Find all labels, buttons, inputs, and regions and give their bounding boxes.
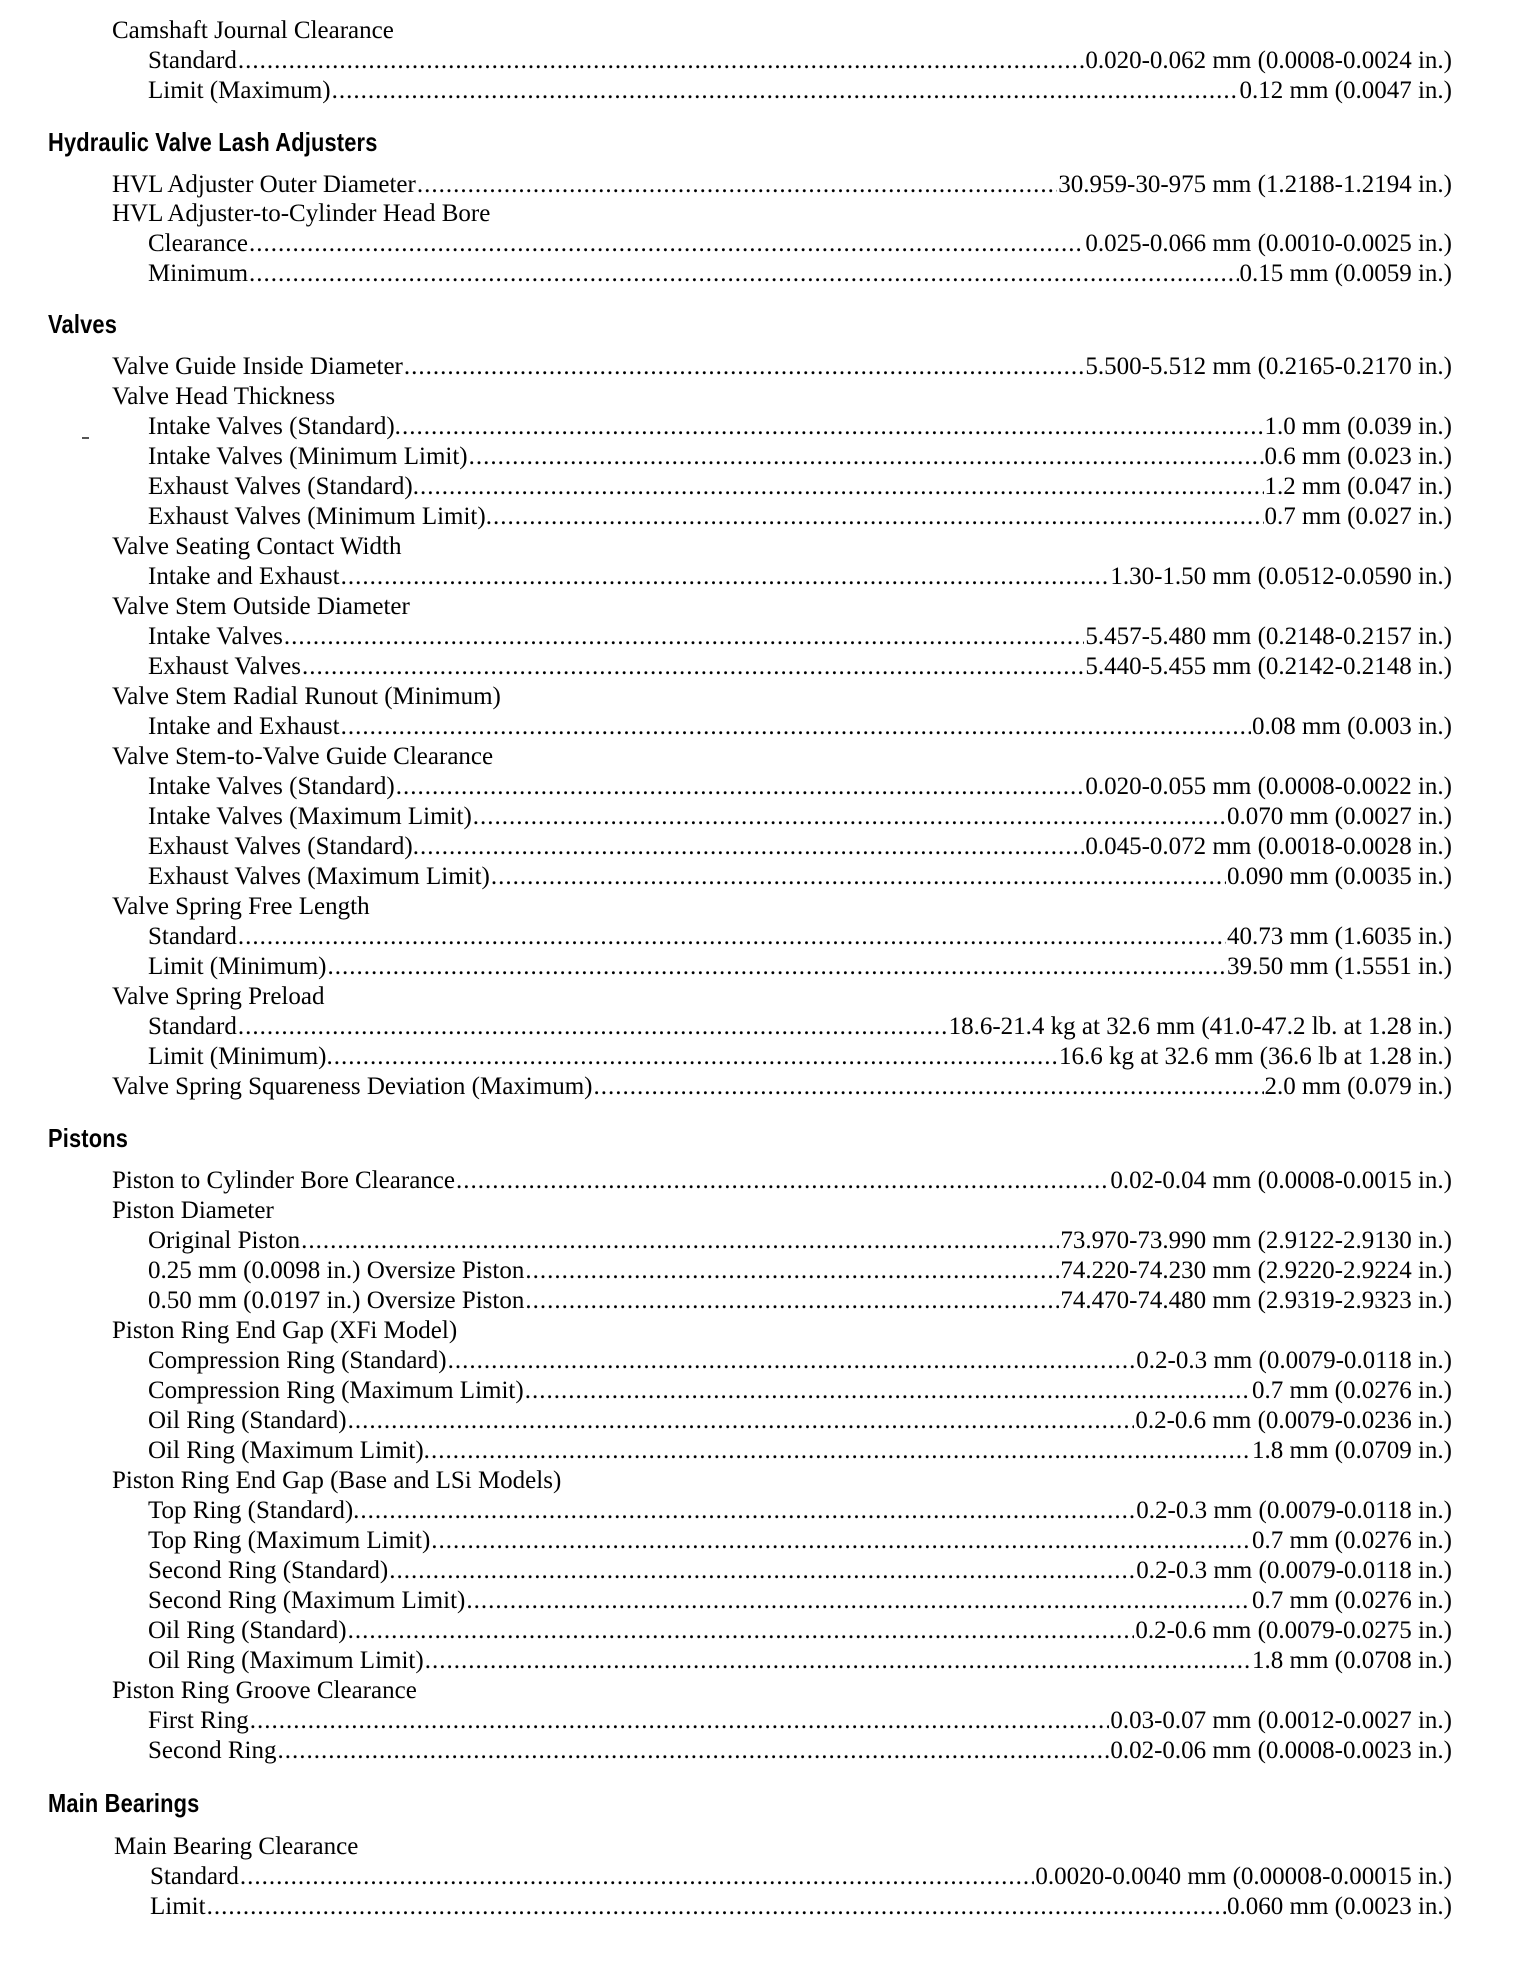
spec-label: Standard: [148, 923, 237, 950]
spec-row: [148, 1286, 1452, 1316]
dot-leader: [250, 1706, 1110, 1736]
dot-leader: [341, 562, 1110, 592]
spec-heading-seat-width: [112, 532, 401, 562]
spec-heading-main-bearing-clearance: [114, 1832, 358, 1862]
spec-label: Second Ring: [148, 1737, 277, 1764]
spec-heading-camshaft-journal: [112, 16, 394, 46]
spec-label: Oil Ring (Standard): [148, 1407, 347, 1434]
dot-leader: [466, 1586, 1251, 1616]
spec-row: [148, 712, 1452, 742]
spec-label: Piston to Cylinder Bore Clearance: [112, 1167, 455, 1194]
spec-row: [148, 1706, 1452, 1736]
spec-row: [112, 352, 1452, 382]
spec-label: Standard: [150, 1863, 239, 1890]
spec-row: [148, 1012, 1452, 1042]
spec-heading-label: Valve Seating Contact Width: [112, 533, 402, 560]
spec-value: 0.060 mm (0.0023 in.): [1227, 1893, 1452, 1920]
spec-value: 74.470-74.480 mm (2.9319-2.9323 in.): [1060, 1287, 1452, 1314]
spec-label: 0.50 mm (0.0197 in.) Oversize Piston: [148, 1287, 525, 1314]
spec-row: [148, 1526, 1452, 1556]
spec-label: Clearance: [148, 230, 248, 257]
spec-heading-hvl-bore: [112, 199, 490, 229]
spec-row: [148, 1376, 1452, 1406]
spec-label: Intake Valves (Minimum Limit): [148, 443, 468, 470]
spec-label: 0.25 mm (0.0098 in.) Oversize Piston: [148, 1257, 525, 1284]
spec-row: [148, 1616, 1452, 1646]
spec-heading-label: Main Bearing Clearance: [114, 1833, 359, 1860]
dot-leader: [491, 862, 1226, 892]
dot-leader: [525, 1256, 1059, 1286]
spec-label: First Ring: [148, 1707, 249, 1734]
spec-label: Exhaust Valves (Minimum Limit).: [148, 503, 492, 530]
spec-value: 0.03-0.07 mm (0.0012-0.0027 in.): [1110, 1707, 1452, 1734]
spec-value: 0.2-0.6 mm (0.0079-0.0275 in.): [1135, 1617, 1452, 1644]
dot-leader: [249, 259, 1238, 289]
spec-row: [148, 1646, 1452, 1676]
spec-label: Limit (Minimum).: [148, 1043, 333, 1070]
dot-leader: [456, 1166, 1109, 1196]
section-title-hvl: Hydraulic Valve Lash Adjusters: [48, 127, 378, 157]
dot-leader: [425, 1646, 1251, 1676]
spec-label: Oil Ring (Standard): [148, 1617, 347, 1644]
dot-leader: [473, 802, 1226, 832]
spec-heading-label: Piston Ring Groove Clearance: [112, 1677, 417, 1704]
dot-leader: [332, 76, 1239, 106]
spec-row: [148, 1406, 1452, 1436]
spec-row: [112, 170, 1452, 200]
spec-value: 1.8 mm (0.0708 in.): [1252, 1647, 1452, 1674]
spec-value: 0.020-0.055 mm (0.0008-0.0022 in.): [1085, 773, 1452, 800]
dot-leader: [389, 1556, 1135, 1586]
spec-row: [148, 832, 1452, 862]
dot-leader: [417, 170, 1057, 200]
dot-leader: [277, 1736, 1109, 1766]
dot-leader: [334, 1042, 1058, 1072]
spec-heading-piston-diameter: [112, 1196, 274, 1226]
spec-label: Limit (Minimum): [148, 953, 327, 980]
spec-label: Exhaust Valves (Standard).: [148, 833, 420, 860]
dot-leader: [238, 922, 1226, 952]
spec-heading-valve-head: [112, 382, 335, 412]
spec-heading-label: Piston Ring End Gap (Base and LSi Models): [112, 1467, 562, 1494]
spec-row: [148, 652, 1452, 682]
spec-heading-label: Camshaft Journal Clearance: [112, 17, 394, 44]
spec-heading-label: Valve Stem-to-Valve Guide Clearance: [112, 743, 494, 770]
spec-value: 1.2 mm (0.047 in.): [1264, 473, 1452, 500]
spec-value: 0.7 mm (0.0276 in.): [1252, 1527, 1452, 1554]
spec-heading-label: Valve Stem Outside Diameter: [112, 593, 410, 620]
spec-label: Compression Ring (Maximum Limit): [148, 1377, 524, 1404]
dot-leader: [420, 832, 1084, 862]
dot-leader: [431, 1526, 1251, 1556]
spec-value: 0.025-0.066 mm (0.0010-0.0025 in.): [1085, 230, 1452, 257]
dot-leader: [431, 1436, 1251, 1466]
spec-value: 0.7 mm (0.0276 in.): [1252, 1377, 1452, 1404]
spec-value: 0.6 mm (0.023 in.): [1264, 443, 1452, 470]
spec-heading-label: Piston Diameter: [112, 1197, 274, 1224]
spec-value: 5.500-5.512 mm (0.2165-0.2170 in.): [1085, 353, 1452, 380]
spec-value: 5.457-5.480 mm (0.2148-0.2157 in.): [1085, 623, 1452, 650]
spec-label: Exhaust Valves (Standard).: [148, 473, 420, 500]
spec-label: Intake Valves (Standard): [148, 773, 395, 800]
spec-row: [148, 922, 1452, 952]
spec-label: Intake Valves (Maximum Limit): [148, 803, 472, 830]
dot-leader: [249, 229, 1084, 259]
spec-value: 1.8 mm (0.0709 in.): [1252, 1437, 1452, 1464]
section-title-valves: Valves: [48, 309, 118, 339]
spec-heading-label: Valve Spring Free Length: [112, 893, 370, 920]
spec-label: Standard: [148, 1013, 237, 1040]
dot-leader: [327, 952, 1226, 982]
dot-leader: [525, 1376, 1251, 1406]
spec-value: 0.02-0.04 mm (0.0008-0.0015 in.): [1110, 1167, 1452, 1194]
spec-row: [148, 412, 1452, 442]
spec-heading-label: Valve Stem Radial Runout (Minimum): [112, 683, 501, 710]
spec-label: Top Ring (Maximum Limit): [148, 1527, 431, 1554]
spec-row: [148, 472, 1452, 502]
spec-heading-preload: [112, 982, 324, 1012]
spec-row: [148, 562, 1452, 592]
spec-row: [148, 1346, 1452, 1376]
spec-label: Second Ring (Maximum Limit): [148, 1587, 466, 1614]
spec-value: 0.08 mm (0.003 in.): [1252, 713, 1452, 740]
spec-row: [148, 1556, 1452, 1586]
spec-value: 30.959-30-975 mm (1.2188-1.2194 in.): [1058, 171, 1452, 198]
spec-row: [150, 1892, 1452, 1922]
spec-row: [148, 1586, 1452, 1616]
spec-row: [148, 1226, 1452, 1256]
spec-row: [148, 862, 1452, 892]
dot-leader: [404, 352, 1084, 382]
spec-label: Intake and Exhaust: [148, 563, 340, 590]
spec-label: Valve Guide Inside Diameter: [112, 353, 403, 380]
spec-row: [150, 1862, 1452, 1892]
dot-leader: [302, 652, 1084, 682]
spec-heading-label: Piston Ring End Gap (XFi Model): [112, 1317, 458, 1344]
spec-row: [148, 502, 1452, 532]
spec-label: Intake Valves (Standard).: [148, 413, 401, 440]
spec-row: [148, 802, 1452, 832]
dot-leader: [360, 1496, 1135, 1526]
spec-heading-label: Valve Spring Preload: [112, 983, 325, 1010]
spec-heading-ring-gap-base: [112, 1466, 561, 1496]
dot-leader: [341, 712, 1251, 742]
spec-heading-groove-clearance: [112, 1676, 417, 1706]
spec-value: 0.7 mm (0.027 in.): [1264, 503, 1452, 530]
dot-leader: [238, 1012, 948, 1042]
dot-leader: [301, 1226, 1059, 1256]
spec-row: [148, 622, 1452, 652]
dot-leader: [396, 772, 1085, 802]
dot-leader: [238, 46, 1084, 76]
spec-value: 2.0 mm (0.079 in.): [1264, 1073, 1452, 1100]
spec-label: Original Piston: [148, 1227, 301, 1254]
spec-row: [148, 772, 1452, 802]
dot-leader: [448, 1346, 1136, 1376]
spec-label: Standard: [148, 47, 237, 74]
spec-value: 0.070 mm (0.0027 in.): [1227, 803, 1452, 830]
spec-label: Minimum: [148, 260, 249, 287]
spec-row: [112, 1166, 1452, 1196]
spec-label: HVL Adjuster Outer Diameter: [112, 171, 416, 198]
spec-value: 16.6 kg at 32.6 mm (36.6 lb at 1.28 in.): [1058, 1043, 1452, 1070]
spec-value: 0.2-0.3 mm (0.0079-0.0118 in.): [1136, 1557, 1452, 1584]
spec-value: 0.2-0.6 mm (0.0079-0.0236 in.): [1135, 1407, 1452, 1434]
spec-heading-ring-gap-xfi: [112, 1316, 457, 1346]
spec-row: [148, 76, 1452, 106]
spec-value: 1.0 mm (0.039 in.): [1264, 413, 1452, 440]
spec-label: Compression Ring (Standard): [148, 1347, 447, 1374]
spec-heading-label: Valve Head Thickness: [112, 383, 336, 410]
spec-row: [148, 952, 1452, 982]
dot-leader: [240, 1862, 1034, 1892]
spec-value: 73.970-73.990 mm (2.9122-2.9130 in.): [1060, 1227, 1452, 1254]
spec-value: 18.6-21.4 kg at 32.6 mm (41.0-47.2 lb. at 1.28 in.): [948, 1013, 1452, 1040]
spec-value: 5.440-5.455 mm (0.2142-0.2148 in.): [1085, 653, 1452, 680]
spec-label: Oil Ring (Maximum Limit): [148, 1647, 424, 1674]
spec-value: 0.020-0.062 mm (0.0008-0.0024 in.): [1085, 47, 1452, 74]
spec-label: Top Ring (Standard).: [148, 1497, 360, 1524]
spec-row: [148, 229, 1452, 259]
dot-leader: [348, 1406, 1135, 1436]
spec-label: Intake Valves: [148, 623, 283, 650]
spec-value: 40.73 mm (1.6035 in.): [1227, 923, 1452, 950]
spec-value: 0.045-0.072 mm (0.0018-0.0028 in.): [1085, 833, 1452, 860]
spec-row: [148, 1436, 1452, 1466]
spec-value: 39.50 mm (1.5551 in.): [1227, 953, 1452, 980]
dot-leader: [420, 472, 1263, 502]
dot-leader: [493, 502, 1264, 532]
spec-heading-spring-length: [112, 892, 370, 922]
spec-row: [148, 1496, 1452, 1526]
spec-row: [148, 442, 1452, 472]
dot-leader: [402, 412, 1264, 442]
spec-label: Exhaust Valves (Maximum Limit): [148, 863, 490, 890]
spec-value: 0.090 mm (0.0035 in.): [1227, 863, 1452, 890]
spec-row: [148, 1042, 1452, 1072]
dot-leader: [525, 1286, 1059, 1316]
spec-label: Second Ring (Standard): [148, 1557, 389, 1584]
spec-heading-runout: [112, 682, 501, 712]
spec-row: [148, 1736, 1452, 1766]
spec-value: 0.0020-0.0040 mm (0.00008-0.00015 in.): [1035, 1863, 1452, 1890]
spec-heading-label: HVL Adjuster-to-Cylinder Head Bore: [112, 200, 491, 227]
spec-row: [112, 1072, 1452, 1102]
spec-value: 0.12 mm (0.0047 in.): [1239, 77, 1452, 104]
spec-value: 0.7 mm (0.0276 in.): [1252, 1587, 1452, 1614]
dot-leader: [207, 1892, 1226, 1922]
spec-value: 74.220-74.230 mm (2.9220-2.9224 in.): [1060, 1257, 1452, 1284]
scan-speck: [82, 437, 89, 439]
spec-value: 1.30-1.50 mm (0.0512-0.0590 in.): [1110, 563, 1452, 590]
dot-leader: [348, 1616, 1135, 1646]
spec-label: Limit: [150, 1893, 206, 1920]
spec-label: Oil Ring (Maximum Limit).: [148, 1437, 430, 1464]
spec-label: Limit (Maximum): [148, 77, 331, 104]
dot-leader: [593, 1072, 1263, 1102]
spec-value: 0.15 mm (0.0059 in.): [1239, 260, 1452, 287]
spec-row: [148, 46, 1452, 76]
spec-value: 0.2-0.3 mm (0.0079-0.0118 in.): [1136, 1347, 1452, 1374]
spec-label: Intake and Exhaust: [148, 713, 340, 740]
dot-leader: [469, 442, 1264, 472]
spec-label: Valve Spring Squareness Deviation (Maximum): [112, 1073, 593, 1100]
dot-leader: [284, 622, 1084, 652]
spec-row: [148, 259, 1452, 289]
spec-value: 0.2-0.3 mm (0.0079-0.0118 in.): [1136, 1497, 1452, 1524]
spec-heading-guide-clearance: [112, 742, 493, 772]
section-title-pistons: Pistons: [48, 1123, 129, 1153]
spec-row: [148, 1256, 1452, 1286]
spec-heading-stem-od: [112, 592, 410, 622]
spec-value: 0.02-0.06 mm (0.0008-0.0023 in.): [1110, 1737, 1452, 1764]
spec-label: Exhaust Valves: [148, 653, 301, 680]
section-title-main-bearings: Main Bearings: [48, 1788, 200, 1818]
